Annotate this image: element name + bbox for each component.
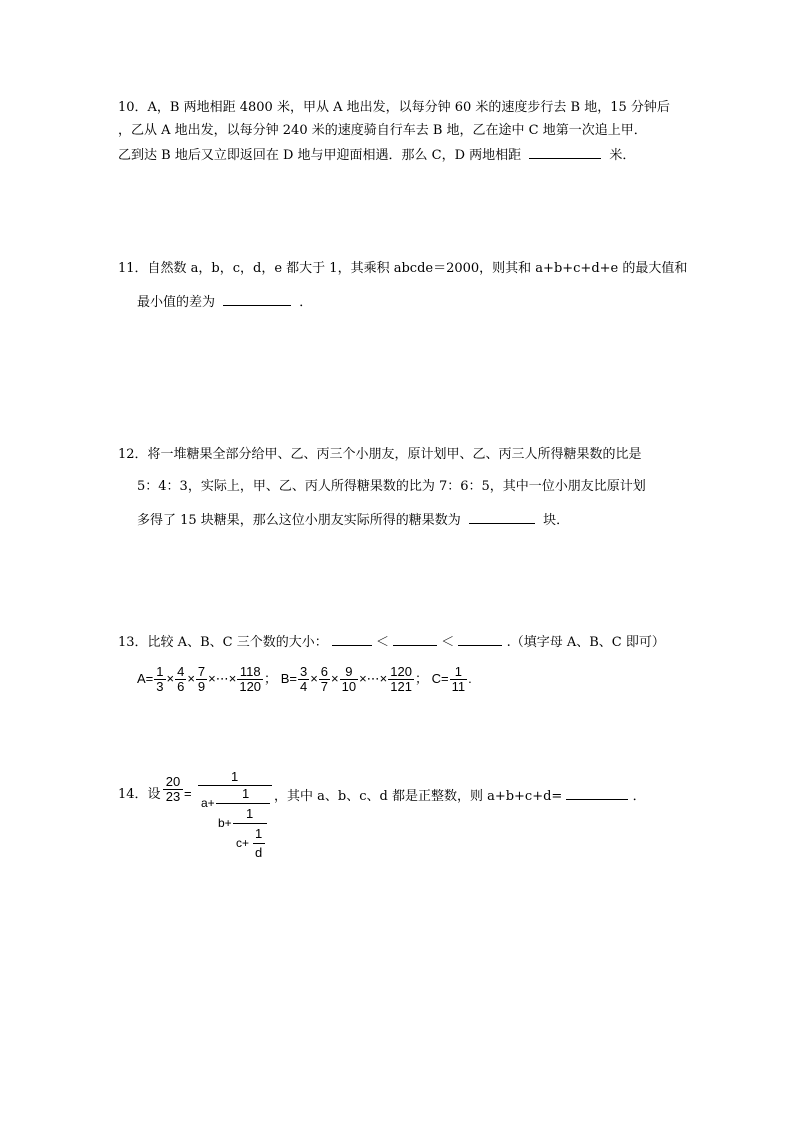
ellipsis: ⋯ xyxy=(366,671,380,686)
q13-lt-1: ＜ xyxy=(375,635,389,650)
q12-line-1: 12．将一堆糖果全部分给甲、乙、丙三个小朋友，原计划甲、乙、丙三人所得糖果数的比是 xyxy=(118,447,642,462)
q13-b-frac-3: $\frac{9}{10}$ xyxy=(341,664,357,695)
q14-cf-d: d xyxy=(255,845,263,860)
q11-line-2-text: 最小值的差为 xyxy=(137,295,216,310)
q13-a-frac-1: $\frac{1}{3}$ xyxy=(156,664,164,695)
q14-cf-num-3: 1 xyxy=(246,806,254,821)
q14-cf-num-4: 1 xyxy=(255,826,263,841)
times-sign: × xyxy=(228,671,237,686)
q13-line-1 xyxy=(118,632,665,652)
q11-line-2-end: ． xyxy=(299,295,313,310)
q14-suffix: ，其中 a、b、c、d 都是正整数，则 a+b+c+d= xyxy=(274,789,563,804)
q13-b-frac-2: $\frac{6}{7}$ xyxy=(320,664,329,695)
times-sign: × xyxy=(379,671,388,686)
q10-line-3 xyxy=(118,145,635,165)
q14-lhs-frac xyxy=(163,775,183,804)
times-sign: × xyxy=(331,671,339,686)
q11-line-2 xyxy=(137,292,312,312)
q13-blank-3[interactable] xyxy=(458,632,502,646)
q13-instruction: .（填字母 A、B、C 即可） xyxy=(506,635,665,650)
q12-line-3 xyxy=(137,510,569,530)
q14-cf-num-2: 1 xyxy=(242,786,250,801)
q13-b-frac-1: $\frac{3}{4}$ xyxy=(299,664,308,695)
q13-c-label: C= xyxy=(431,671,449,686)
q10-line-1: 10．A，B 两地相距 4800 米，甲从 A 地出发，以每分钟 60 米的速度步行去 B 地，15 分钟后 xyxy=(118,100,670,115)
q10-line-3-text: 乙到达 B 地后又立即返回在 D 地与甲迎面相遇．那么 C，D 两地相距 xyxy=(118,148,522,163)
q12-line-3-end: 块． xyxy=(543,513,570,528)
q14-lhs-den: 23 xyxy=(163,789,183,804)
q14-cf-bar-1 xyxy=(198,785,272,786)
times-sign: × xyxy=(166,671,175,686)
q14-cf-b: b+ xyxy=(218,816,232,830)
period: . xyxy=(468,671,472,686)
separator: ； xyxy=(414,671,428,686)
times-sign: × xyxy=(208,671,216,686)
q14-prefix: 14．设 xyxy=(118,787,161,802)
q13-lt-2: ＜ xyxy=(441,635,455,650)
q13-blank-1[interactable] xyxy=(332,632,372,646)
q12-line-2: 5：4：3，实际上，甲、乙、丙人所得糖果数的比为 7：6：5，其中一位小朋友比原计划 xyxy=(137,479,646,494)
q14-text xyxy=(274,786,646,806)
q14-equals: = xyxy=(184,786,192,801)
q12-answer-blank[interactable] xyxy=(469,510,535,524)
q11-answer-blank[interactable] xyxy=(223,292,291,306)
q12-line-3-text: 多得了 15 块糖果，那么这位小朋友实际所得的糖果数为 xyxy=(137,513,461,528)
q11-line-1: 11．自然数 a，b，c，d，e 都大于 1，其乘积 abcde＝2000，则其和 a+b+c+d+e 的最大值和 xyxy=(118,261,688,276)
q10-line-3-end: 米． xyxy=(609,148,636,163)
q14-lhs-num: 20 xyxy=(165,774,181,789)
q14-cf-bar-3 xyxy=(233,823,267,824)
q13-prompt: 13．比较 A、B、C 三个数的大小： xyxy=(118,635,328,650)
q14-cf-bar-2 xyxy=(216,803,270,804)
q10-line-2: ，乙从 A 地出发，以每分钟 240 米的速度骑自行车去 B 地，乙在途中 C 地第一次追上甲． xyxy=(118,123,647,138)
q13-a-label: A= xyxy=(137,671,154,686)
times-sign: × xyxy=(359,671,367,686)
q13-blank-2[interactable] xyxy=(393,632,437,646)
q14-cf-bar-4 xyxy=(253,843,265,844)
q13-b-frac-4: $\frac{120}{121}$ xyxy=(390,664,412,695)
q13-a-frac-2: $\frac{4}{6}$ xyxy=(177,664,185,695)
q14-cf-num-1: 1 xyxy=(231,769,239,784)
q14-answer-blank[interactable] xyxy=(566,786,628,800)
q13-a-frac-3: $\frac{7}{9}$ xyxy=(197,664,206,695)
ellipsis: ⋯ xyxy=(215,671,229,686)
times-sign: × xyxy=(187,671,195,686)
q14-end: ． xyxy=(632,789,646,804)
times-sign: × xyxy=(310,671,318,686)
q14-cf-a: a+ xyxy=(201,796,215,810)
q10-answer-blank[interactable] xyxy=(529,145,601,159)
q13-c-frac: $\frac{1}{11}$ xyxy=(451,664,466,695)
q14-cf-c: c+ xyxy=(236,836,250,850)
q13-a-frac-4: $\frac{118}{120}$ xyxy=(239,664,262,695)
q13-b-label: B= xyxy=(280,671,297,686)
q13-expressions xyxy=(137,662,472,696)
separator: ； xyxy=(264,671,278,686)
